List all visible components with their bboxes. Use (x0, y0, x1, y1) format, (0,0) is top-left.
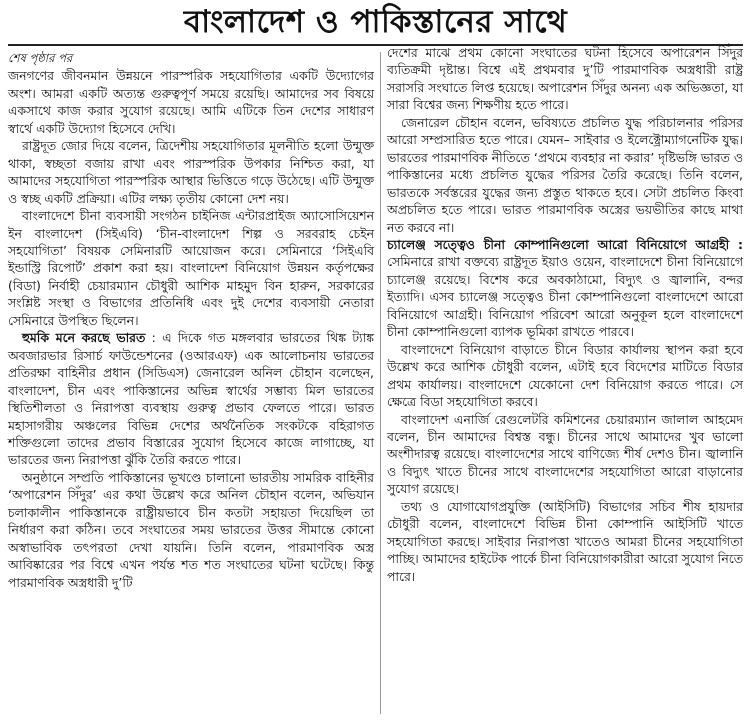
paragraph-with-subheading (387, 236, 743, 341)
left-column (8, 50, 374, 591)
paragraph: অনুষ্ঠানে সম্প্রতি পাকিস্তানের ভূখণ্ডে চালানো ভারতীয় সামরিক বাহিনীর ‘অপারেশন সিঁদুর’ এর কথা উল্লেখ করে অনিল চৌহান বলেন, অভিযান চলাকালীন পাকিস্তানকে রাষ্ট্রীয়ভাবে চীন কতটা সহায়তা দিয়েছিল তা নির্ধারণ করা কঠিন। তবে সংঘাতের সময় ভারতের উত্তর সীমান্তে কোনো অস্বাভাবিক তৎপরতা দেখা যায়নি। তিনি বলেন, পারমাণবিক অস্ত্র আবিষ্কারের পর বিশ্বে এখন পর্যন্ত শত শত সংঘাতের ঘটনা ঘটেছে। কিন্তু পারমাণবিক অস্ত্রধারী দু’টি (8, 469, 374, 590)
column-divider (380, 52, 381, 714)
paragraph: বাংলাদেশ এনার্জি রেগুলেটরি কমিশনের চেয়ারম্যান জালাল আহমেদ বলেন, চীন আমাদের বিশ্বস্ত বন্ধু। চীনের সাথে আমাদের খুব ভালো অংশীদারত্ব রয়েছে। বাংলাদেশের সাথে বাণিজ্যে শীর্ষ দেশও চীন। জ্বালানি ও বিদ্যুৎ খাতে চীনের সাথে বাংলাদেশের সহযোগিতা আরো বাড়ানোর সুযোগ রয়েছে। (387, 411, 743, 497)
paragraph-text: সেমিনারে রাখা বক্তব্যে রাষ্ট্রদূত ইয়াও ওয়েন, বাংলাদেশে চীনা বিনিয়োগে চ্যালেঞ্জ রয়েছে। বিশেষ করে অবকাঠামো, বিদ্যুৎ ও জ্বালানি, বন্দর ইত্যাদি। এসব চ্যালেঞ্জ সত্ত্বেও চীনা কোম্পানিগুলো বাংলাদেশে আরো বিনিয়োগে আগ্রহী। বিনিয়োগ পরিবেশ আরো অনুকূল হলে বাংলাদেশে চীনা কোম্পানিগুলো ব্যাপক ভূমিকা রাখতে পারবে। (387, 254, 743, 340)
subheading: চ্যালেঞ্জ সত্ত্বেও চীনা কোম্পানিগুলো আরো বিনিয়োগে আগ্রহী : (387, 236, 743, 252)
paragraph: জেনারেল চৌহান বলেন, ভবিষ্যতে প্রচলিত যুদ্ধ পরিচালনার পরিসর আরো সম্প্রসারিত হতে পারে। যেমন– সাইবার ও ইলেক্ট্রোম্যাগনেটিক যুদ্ধ। ভারতের পারমাণবিক নীতিতে ‘প্রথমে ব্যবহার না করার’ দৃষ্টিভঙ্গি ভারত ও পাকিস্তানের মধ্যে প্রচলিত যুদ্ধের পরিসর তৈরি করেছে। তিনি বলেন, ভারতকে সর্বস্তরের যুদ্ধের জন্য প্রস্তুত থাকতে হবে। সেটা প্রচলিত কিংবা অপ্রচলিত হতে পারে। ভারত পারমাণবিক অস্ত্রের ভয়ভীতির কাছে মাথা নত করবে না। (387, 114, 743, 235)
paragraph-with-subheading (8, 329, 374, 469)
right-column (387, 44, 743, 585)
headline: বাংলাদেশ ও পাকিস্তানের সাথে (183, 4, 568, 40)
paragraph: রাষ্ট্রদূত জোর দিয়ে বলেন, ত্রিদেশীয় সহযোগিতার মূলনীতি হলো উন্মুক্ত থাকা, স্বচ্ছতা বজায় রাখা এবং পারস্পরিক উপকার নিশ্চিত করা, যা আমাদের সহযোগিতা পারস্পরিক আস্থার ভিত্তিতে গড়ে উঠেছে। এটি উন্মুক্ত ও স্বচ্ছ একটি প্রক্রিয়া। এটির লক্ষ্য তৃতীয় কোনো দেশ নয়। (8, 138, 374, 206)
continued-from-label: শেষ পৃষ্ঠার পর (8, 51, 73, 65)
paragraph: বাংলাদেশে বিনিয়োগ বাড়াতে চীনে বিডার কার্যালয় স্থাপন করা হবে উল্লেখ করে আশিক চৌধুরী বলেন, এটাই হবে বিদেশের মাটিতে বিডার প্রথম কার্যালয়। বাংলাদেশে যেকোনো দেশ বিনিয়োগ করতে পারে। সে ক্ষেত্রে বিডা সহযোগিতা করবে। (387, 341, 743, 410)
paragraph: বাংলাদেশে চীনা ব্যবসায়ী সংগঠন চাইনিজ এন্টারপ্রাইজ অ্যাসোসিয়েশন ইন বাংলাদেশ (সিইএবি) ‘চীন-বাংলাদেশ শিল্প ও সরবরাহ চেইন সহযোগিতা’ বিষয়ক সেমিনারটি আয়োজন করে। সেমিনারে ‘সিইএবি ইন্ডাস্ট্রি রিপোর্ট’ প্রকাশ করা হয়। বাংলাদেশ বিনিয়োগ উন্নয়ন কর্তৃপক্ষের (বিডা) নির্বাহী চেয়ারম্যান চৌধুরী আশিক মাহমুদ বিন হারুন, সরকারের সংশ্লিষ্ট সংস্থা ও বিভাগের প্রতিনিধি এবং দুই দেশের ব্যবসায়ী নেতারা সেমিনারে উপস্থিত ছিলেন। (8, 208, 374, 328)
subheading: হুমকি মনে করছে ভারত (22, 330, 146, 346)
paragraph: তথ্য ও যোগাযোগপ্রযুক্তি (আইসিটি) বিভাগের সচিব শীষ হায়দার চৌধুরী বলেন, বাংলাদেশে বিভিন্ন চীনা কোম্পানি আইসিটি খাতে সহযোগিতা করছে। সাইবার নিরাপত্তা খাতেও আমরা চীনের সহযোগিতা পাচ্ছি। আমাদের হাইটেক পার্কে চীনা বিনিয়োগকারীরা আরো সুযোগ নিতে পারে। (387, 498, 743, 584)
paragraph-text: : এ দিকে গত মঙ্গলবার ভারতের থিঙ্ক ট্যাঙ্ক অবজারভার রিসার্চ ফাউন্ডেশনের (ওআরএফ) এক আলোচনায় ভারতের প্রতিরক্ষা বাহিনীর প্রধান (সিডিএস) জেনারেল অনিল চৌহান বলেছেন, বাংলাদেশ, চীন এবং পাকিস্তানের অভিন্ন স্বার্থের সম্ভাব্য মিল ভারতের স্থিতিশীলতা ও নিরাপত্তা ব্যবস্থায় গুরুত্ব প্রভাব ফেলতে পারে। ভারত মহাসাগরীয় অঞ্চলের বিভিন্ন দেশের অর্থনৈতিক সংকটকে বহিরাগত শক্তিগুলো তাদের প্রভাব বিস্তারের সুযোগ হিসেবে কাজে লাগাচ্ছে, যা ভারতের জন্য নিরাপত্তা ঝুঁকি তৈরি করতে পারে। (8, 330, 374, 468)
paragraph: জনগণের জীবনমান উন্নয়নে পারস্পরিক সহযোগিতার একটি উদ্যোগের অংশ। আমরা একটি অত্যন্ত গুরুত্বপূর্ণ সময়ে রয়েছি। আমাদের সব বিষয়ে একসাথে কাজ করার সুযোগ রয়েছে। আমি এটিকে তিন দেশের সাধারণ স্বার্থে একটি উদ্যোগ হিসেবে দেখি। (8, 68, 374, 136)
paragraph: দেশের মাঝে প্রথম কোনো সংঘাতের ঘটনা হিসেবে অপারেশন সিঁদুর ব্যতিক্রমী দৃষ্টান্ত। বিশ্বে এই প্রথমবার দু’টি পারমাণবিক অস্ত্রধারী রাষ্ট্র সরাসরি সংঘাতে লিপ্ত হয়েছে। অপারেশন সিঁদুর অনন্য এক অভিজ্ঞতা, যা সারা বিশ্বের জন্য শিক্ষণীয় হতে পারে। (387, 45, 743, 113)
